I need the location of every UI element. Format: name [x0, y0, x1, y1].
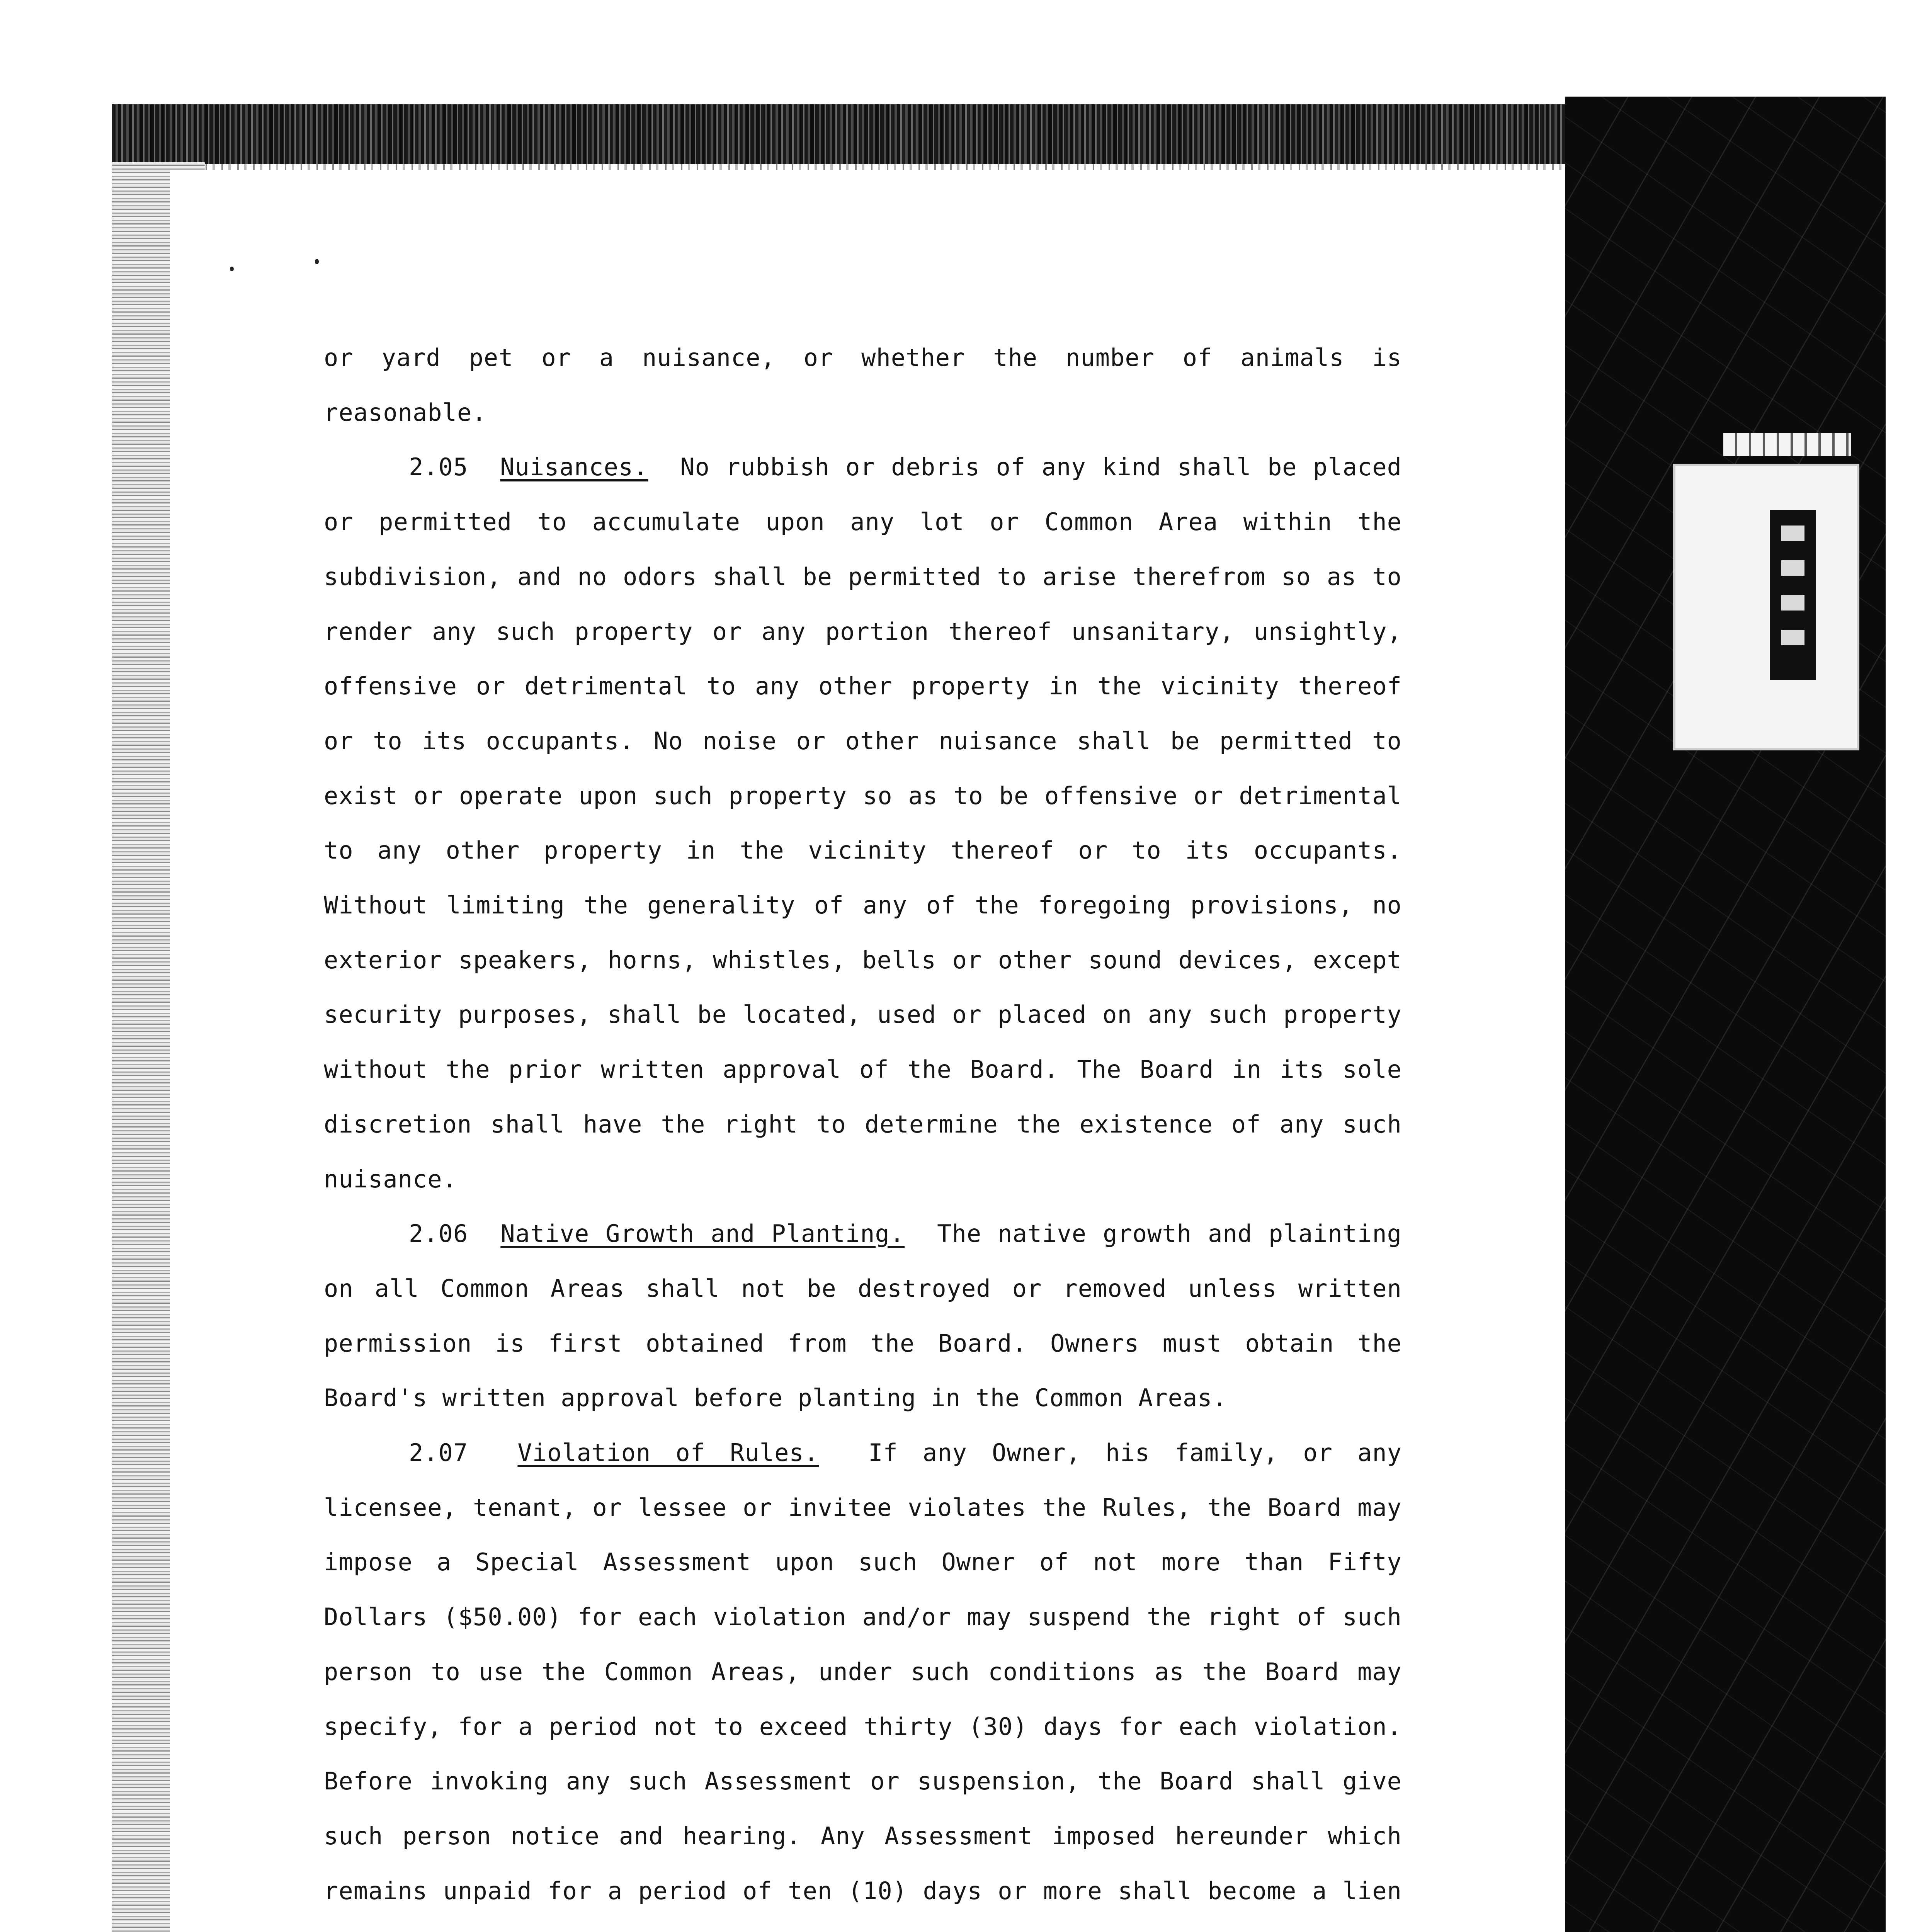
scan-speck — [315, 259, 319, 264]
section-2-05 — [324, 440, 1402, 1206]
paragraph-continuation — [324, 330, 1402, 440]
section-heading: Violation of Rules. — [517, 1439, 819, 1467]
section-number: 2.07 — [409, 1439, 468, 1467]
section-heading: Nuisances. — [500, 453, 648, 481]
paragraph-text: or yard pet or a nuisance, or whether the number of animals is reasonable. — [324, 344, 1402, 427]
section-2-06 — [324, 1206, 1402, 1425]
document-text — [324, 330, 1402, 1932]
scan-label-box — [1673, 464, 1859, 750]
scan-label-marks — [1770, 510, 1816, 680]
scan-right-border — [1565, 97, 1886, 1932]
section-heading: Native Growth and Planting. — [500, 1219, 905, 1248]
section-number: 2.06 — [409, 1219, 468, 1248]
scan-speck — [230, 267, 234, 271]
section-2-07 — [324, 1425, 1402, 1932]
section-text: The native growth and plainting on all Common Areas shall not be destroyed or removed unless written permission is first obtained from the Board. Owners must obtain the Board's written approval before planting in the Common Areas. — [324, 1219, 1402, 1412]
section-text: No rubbish or debris of any kind shall be placed or permitted to accumulate upon any lot or Common Area within the subdivision, and no odors shall be permitted to arise therefrom so as to render any such property or any portion thereof unsanitary, unsightly, offensive or detrimental to any other property in the vicinity thereof or to its occupants. No noise or other nuisance shall be permitted to exist or operate upon such property so as to be offensive or detrimental to any other property in the vicinity thereof or to its occupants. Without limiting the generality of any of the foregoing provisions, no exterior speakers, horns, whistles, bells or other sound devices, except security purposes, shall be located, used or placed on any such property without the prior written approval of the Board. The Board in its sole discretion shall have the right to determine the existence of any such nuisance. — [324, 453, 1402, 1193]
section-text: If any Owner, his family, or any licensee, tenant, or lessee or invitee violates the Rules, the Board may impose a Special Assessment upon such Owner of not more than Fifty Dollars ($50.00) for each violation and/or may suspend the right of such person to use the Common Areas, under such conditions as the Board may specify, for a period not to exceed thirty (30) days for each violation. Before invoking any such Assessment or suspension, the Board shall give such person notice and hearing. Any Assessment imposed hereunder which remains unpaid for a period of ten (10) days or more shall become a lien — [324, 1439, 1402, 1905]
label-strip — [1723, 433, 1851, 456]
section-number: 2.05 — [409, 453, 468, 481]
